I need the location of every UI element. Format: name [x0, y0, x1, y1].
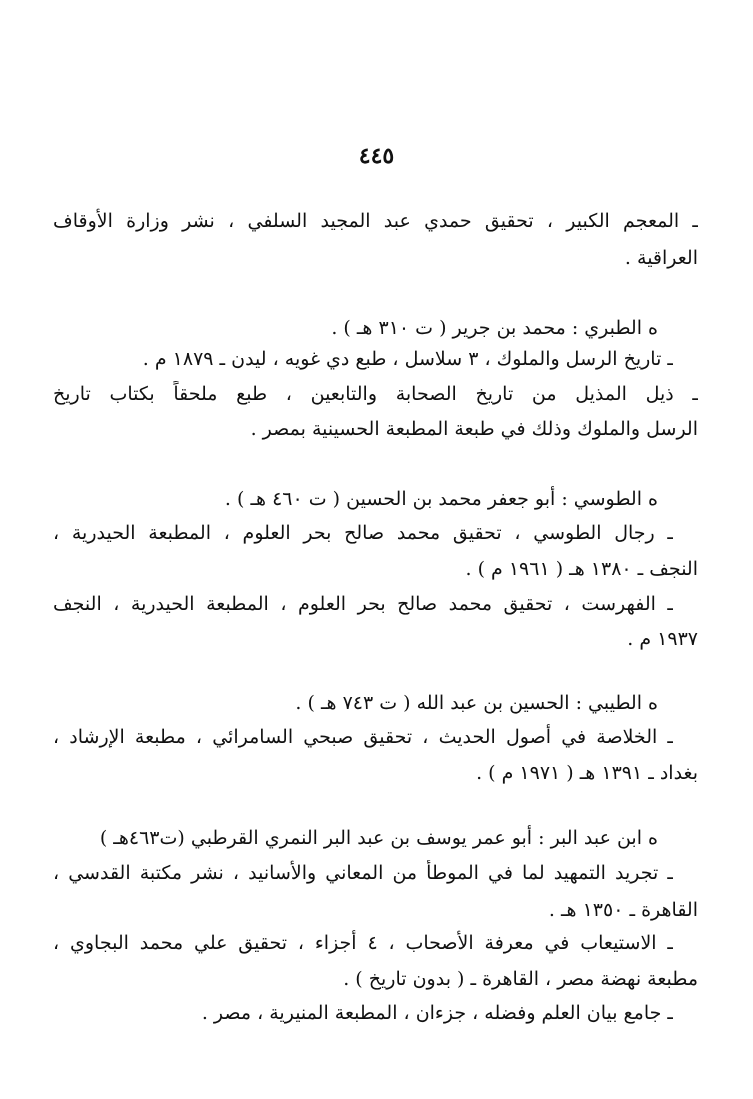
entry-line: بغداد ـ ١٣٩١ هـ ( ١٩٧١ م ) .	[476, 762, 698, 784]
entry-line: ـ الاستيعاب في معرفة الأصحاب ، ٤ أجزاء ، تحقيق علي محمد البجاوي ،	[53, 932, 673, 954]
entry-line: ـ الفهرست ، تحقيق محمد صالح بحر العلوم ، المطبعة الحيدرية ، النجف	[53, 593, 673, 615]
entry-line: ـ تاريخ الرسل والملوك ، ٣ سلاسل ، طبع دي غويه ، ليدن ـ ١٨٧٩ م .	[142, 348, 673, 370]
entry-line: الرسل والملوك وذلك في طبعة المطبعة الحسينية بمصر .	[250, 418, 698, 440]
entry-line: مطبعة نهضة مصر ، القاهرة ـ ( بدون تاريخ ) .	[343, 968, 698, 990]
author-heading: ه الطوسي : أبو جعفر محمد بن الحسين ( ت ٤٦٠ هـ ) .	[224, 488, 658, 510]
entry-line: ١٩٣٧ م .	[627, 628, 698, 650]
author-heading: ه ابن عبد البر : أبو عمر يوسف بن عبد البر النمري القرطبي (ت٤٦٣هـ )	[99, 827, 658, 849]
author-heading: ه الطبري : محمد بن جرير ( ت ٣١٠ هـ ) .	[331, 317, 658, 339]
entry-line: النجف ـ ١٣٨٠ هـ ( ١٩٦١ م ) .	[465, 558, 698, 580]
page-number: ٤٤٥	[358, 143, 395, 169]
entry-line: ـ المعجم الكبير ، تحقيق حمدي عبد المجيد السلفي ، نشر وزارة الأوقاف	[53, 210, 698, 232]
entry-line: ـ ذيل المذيل من تاريخ الصحابة والتابعين ، طبع ملحقاً بكتاب تاريخ	[53, 383, 698, 405]
entry-line: ـ رجال الطوسي ، تحقيق محمد صالح بحر العلوم ، المطبعة الحيدرية ،	[53, 522, 673, 544]
entry-line: ـ جامع بيان العلم وفضله ، جزءان ، المطبعة المنيرية ، مصر .	[201, 1002, 673, 1024]
entry-line: العراقية .	[624, 247, 698, 269]
entry-line: القاهرة ـ ١٣٥٠ هـ .	[548, 899, 698, 921]
entry-line: ـ الخلاصة في أصول الحديث ، تحقيق صبحي السامرائي ، مطبعة الإرشاد ،	[53, 726, 673, 748]
author-heading: ه الطيبي : الحسين بن عبد الله ( ت ٧٤٣ هـ ) .	[295, 692, 658, 714]
entry-line: ـ تجريد التمهيد لما في الموطأ من المعاني والأسانيد ، نشر مكتبة القدسي ،	[53, 862, 673, 884]
